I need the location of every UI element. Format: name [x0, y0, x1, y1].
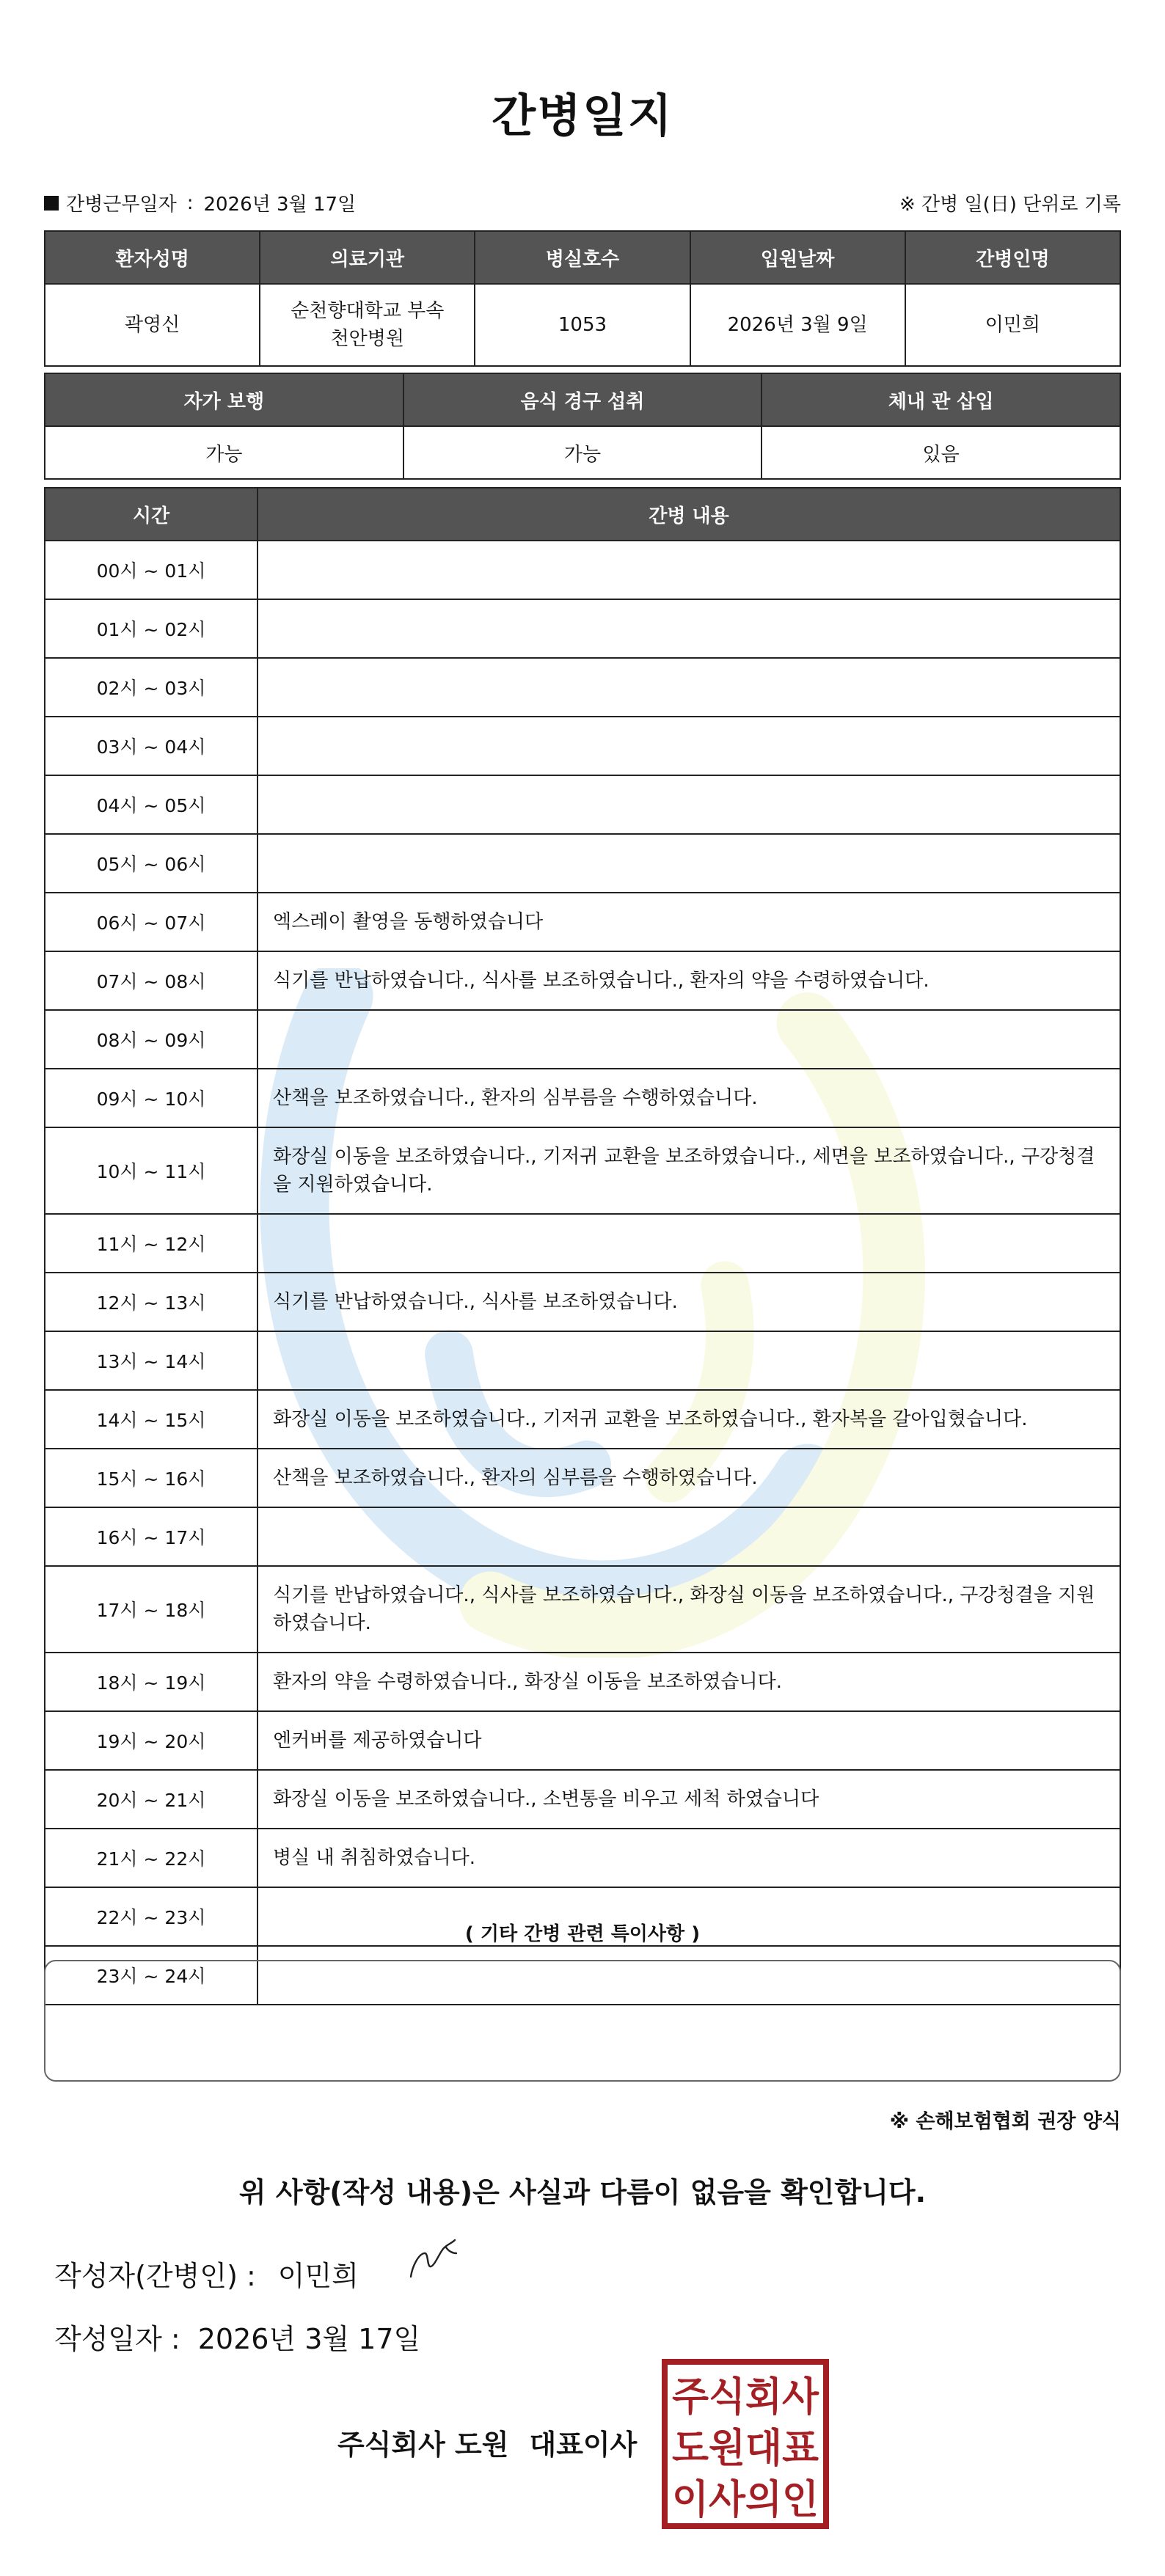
- write-date-value: 2026년 3월 17일: [197, 2323, 421, 2355]
- table-row: [45, 284, 1120, 366]
- time-cell: 04시 ~ 05시: [45, 775, 258, 834]
- table-row: [45, 1273, 1120, 1331]
- company-seal: [662, 2359, 829, 2529]
- hospital-name-text: 순천향대학교 부속 천안병원: [291, 300, 445, 350]
- table-row: [45, 599, 1120, 658]
- table-row: [45, 1127, 1120, 1214]
- time-cell: 18시 ~ 19시: [45, 1653, 258, 1711]
- table-row: [45, 834, 1120, 893]
- care-content-cell: 환자의 약을 수령하였습니다., 화장실 이동을 보조하였습니다.: [258, 1653, 1120, 1711]
- care-log-table: [44, 487, 1121, 2005]
- table-row: [45, 717, 1120, 775]
- work-date-row: [44, 189, 1121, 219]
- time-cell: 21시 ~ 22시: [45, 1829, 258, 1887]
- seal-line: 도원대표: [672, 2425, 819, 2471]
- time-cell: 14시 ~ 15시: [45, 1390, 258, 1449]
- special-notes-title: ( 기타 간병 관련 특이사항 ): [464, 1923, 701, 1945]
- write-date-label: 작성일자 :: [54, 2323, 180, 2355]
- writer-line: [54, 2253, 359, 2294]
- seal-line: 주식회사: [672, 2374, 819, 2420]
- work-date-value: 2026년 3월 17일: [203, 194, 357, 216]
- care-content-cell: 화장실 이동을 보조하였습니다., 기저귀 교환을 보조하였습니다., 세면을 보조하였습니다., 구강청결을 지원하였습니다.: [258, 1127, 1120, 1214]
- seal-line: 이사의인: [672, 2476, 819, 2522]
- room-number: 1053: [475, 284, 690, 366]
- care-content-cell: [258, 541, 1120, 599]
- time-cell: 09시 ~ 10시: [45, 1069, 258, 1127]
- writer-name: 이민희: [277, 2260, 359, 2292]
- table-row: [45, 951, 1120, 1010]
- table-row: [45, 1069, 1120, 1127]
- table-row: [45, 1770, 1120, 1829]
- write-date-line: [54, 2316, 420, 2357]
- header-tube-insertion: 체내 관 삽입: [762, 373, 1120, 426]
- time-cell: 05시 ~ 06시: [45, 834, 258, 893]
- header-room-number: 병실호수: [475, 231, 690, 284]
- table-row: [45, 1010, 1120, 1069]
- care-content-cell: [258, 717, 1120, 775]
- time-cell: 06시 ~ 07시: [45, 893, 258, 951]
- header-admission-date: 입원날짜: [690, 231, 905, 284]
- time-cell: 22시 ~ 23시: [45, 1887, 258, 1946]
- time-cell: 11시 ~ 12시: [45, 1214, 258, 1273]
- table-row: [45, 893, 1120, 951]
- care-content-cell: [258, 658, 1120, 717]
- time-cell: 01시 ~ 02시: [45, 599, 258, 658]
- time-cell: 17시 ~ 18시: [45, 1566, 258, 1653]
- care-content-cell: 식기를 반납하였습니다., 식사를 보조하였습니다., 화장실 이동을 보조하였습니다., 구강청결을 지원하였습니다.: [258, 1566, 1120, 1653]
- header-caregiver-name: 간병인명: [905, 231, 1120, 284]
- care-content-cell: 식기를 반납하였습니다., 식사를 보조하였습니다., 환자의 약을 수령하였습니다.: [258, 951, 1120, 1010]
- table-row: [45, 1331, 1120, 1390]
- special-notes-box: [44, 1960, 1121, 2082]
- page-title: 간병일지: [492, 89, 673, 142]
- care-content-cell: 산책을 보조하였습니다., 환자의 심부름을 수행하였습니다.: [258, 1069, 1120, 1127]
- header-self-walking: 자가 보행: [45, 373, 403, 426]
- writer-label: 작성자(간병인) :: [54, 2260, 256, 2292]
- time-cell: 16시 ~ 17시: [45, 1507, 258, 1566]
- work-date-label: 간병근무일자: [66, 194, 177, 216]
- header-time: 시간: [45, 488, 258, 541]
- black-square-icon: [44, 196, 59, 211]
- care-content-cell: 산책을 보조하였습니다., 환자의 심부름을 수행하였습니다.: [258, 1449, 1120, 1507]
- patient-name: 곽영신: [45, 284, 260, 366]
- table-header-row: [45, 231, 1120, 284]
- oral-intake-value: 가능: [403, 426, 762, 479]
- table-row: [45, 1214, 1120, 1273]
- table-header-row: [45, 373, 1120, 426]
- table-row: [45, 1711, 1120, 1770]
- time-cell: 19시 ~ 20시: [45, 1711, 258, 1770]
- care-content-cell: 병실 내 취침하였습니다.: [258, 1829, 1120, 1887]
- time-cell: 13시 ~ 14시: [45, 1331, 258, 1390]
- table-row: [45, 1507, 1120, 1566]
- self-walking-value: 가능: [45, 426, 403, 479]
- time-cell: 02시 ~ 03시: [45, 658, 258, 717]
- work-date-separator: :: [186, 191, 194, 214]
- tube-insertion-value: 있음: [762, 426, 1120, 479]
- table-row: [45, 1566, 1120, 1653]
- header-oral-intake: 음식 경구 섭취: [403, 373, 762, 426]
- table-row: [45, 426, 1120, 479]
- ceo-title: 대표이사: [529, 2429, 638, 2461]
- confirmation-statement: 위 사항(작성 내용)은 사실과 다름이 없음을 확인합니다.: [238, 2176, 927, 2209]
- work-date: [44, 189, 356, 216]
- patient-info-table: [44, 230, 1121, 367]
- time-cell: 15시 ~ 16시: [45, 1449, 258, 1507]
- care-content-cell: 엑스레이 촬영을 동행하였습니다: [258, 893, 1120, 951]
- hospital-name: [260, 284, 475, 366]
- care-content-cell: [258, 1214, 1120, 1273]
- care-content-cell: 화장실 이동을 보조하였습니다., 기저귀 교환을 보조하였습니다., 환자복을 갈아입혔습니다.: [258, 1390, 1120, 1449]
- header-patient-name: 환자성명: [45, 231, 260, 284]
- table-header-row: [45, 488, 1120, 541]
- table-row: [45, 1390, 1120, 1449]
- company-line: [337, 2422, 637, 2462]
- header-hospital: 의료기관: [260, 231, 475, 284]
- care-content-cell: [258, 775, 1120, 834]
- admission-date: 2026년 3월 9일: [690, 284, 905, 366]
- table-row: [45, 1449, 1120, 1507]
- table-row: [45, 1829, 1120, 1887]
- time-cell: 07시 ~ 08시: [45, 951, 258, 1010]
- company-name: 주식회사 도원: [337, 2429, 509, 2461]
- time-cell: 00시 ~ 01시: [45, 541, 258, 599]
- time-cell: 23시 ~ 24시: [45, 1946, 258, 2005]
- header-care-content: 간병 내용: [258, 488, 1120, 541]
- table-row: [45, 775, 1120, 834]
- care-content-cell: [258, 834, 1120, 893]
- time-cell: 12시 ~ 13시: [45, 1273, 258, 1331]
- care-content-cell: [258, 1010, 1120, 1069]
- care-content-cell: [258, 599, 1120, 658]
- table-row: [45, 541, 1120, 599]
- time-cell: 03시 ~ 04시: [45, 717, 258, 775]
- time-cell: 10시 ~ 11시: [45, 1127, 258, 1214]
- handwritten-signature: [408, 2237, 459, 2280]
- recommendation-note: ※ 손해보험협회 권장 양식: [889, 2110, 1121, 2133]
- care-content-cell: 엔커버를 제공하였습니다: [258, 1711, 1120, 1770]
- care-content-cell: [258, 1331, 1120, 1390]
- time-cell: 20시 ~ 21시: [45, 1770, 258, 1829]
- daily-record-note: ※ 간병 일(日) 단위로 기록: [899, 194, 1121, 216]
- caregiver-name: 이민희: [905, 284, 1120, 366]
- time-cell: 08시 ~ 09시: [45, 1010, 258, 1069]
- table-row: [45, 658, 1120, 717]
- care-content-cell: 화장실 이동을 보조하였습니다., 소변통을 비우고 세척 하였습니다: [258, 1770, 1120, 1829]
- care-content-cell: [258, 1507, 1120, 1566]
- care-content-cell: 식기를 반납하였습니다., 식사를 보조하였습니다.: [258, 1273, 1120, 1331]
- table-row: [45, 1653, 1120, 1711]
- patient-status-table: [44, 373, 1121, 480]
